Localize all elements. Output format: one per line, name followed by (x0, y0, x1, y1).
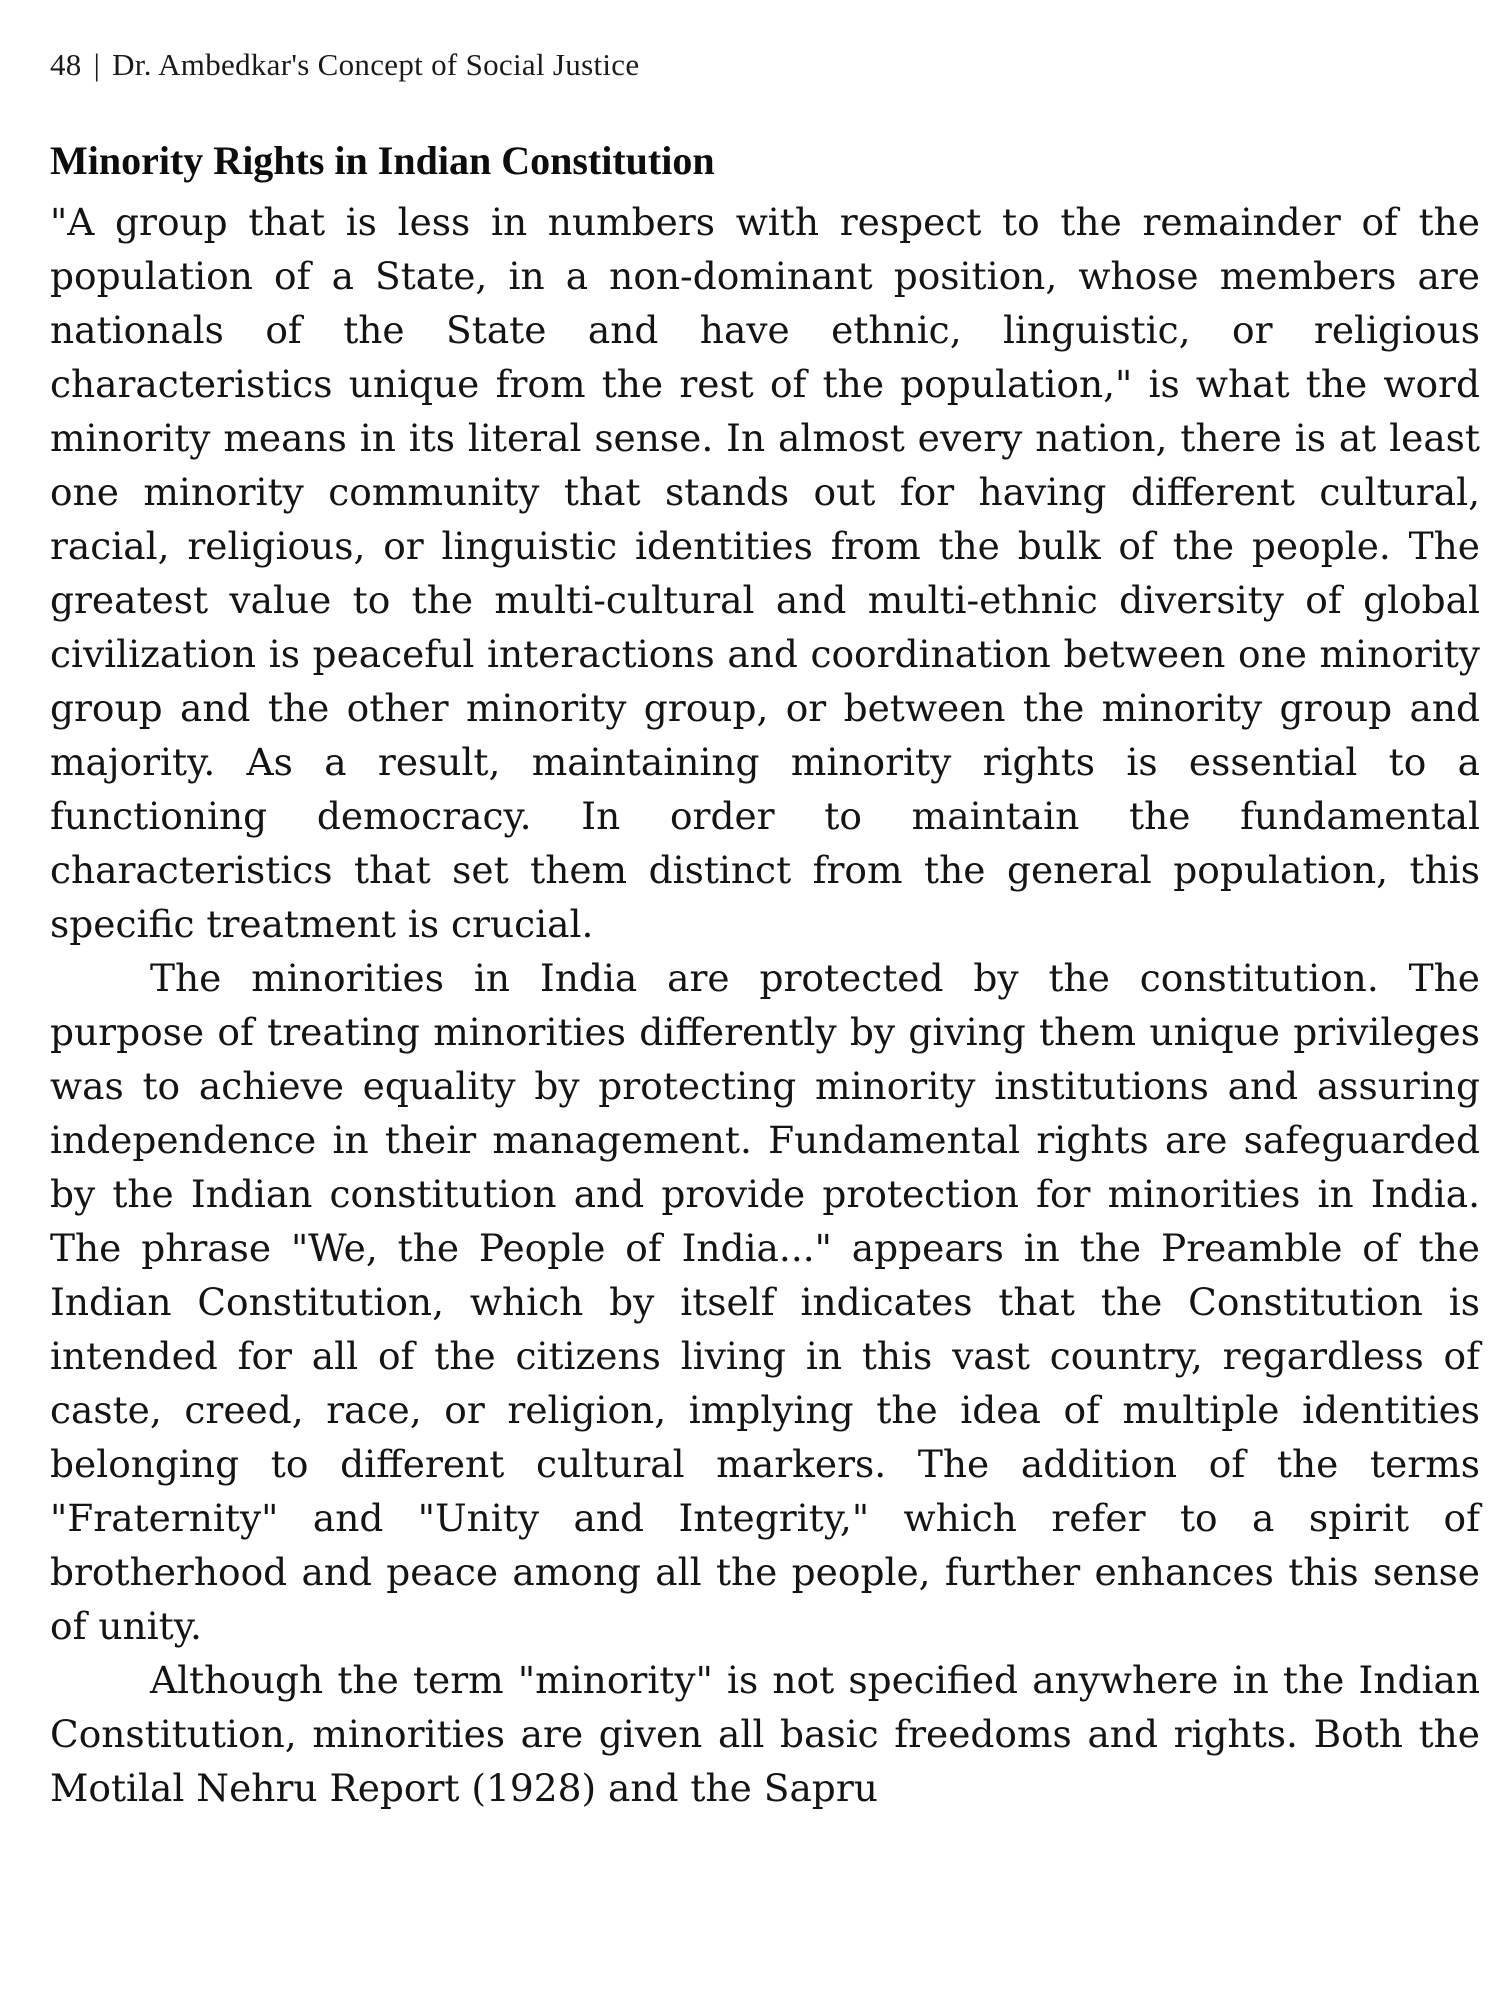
paragraph-3: Although the term "minority" is not specified anywhere in the Indian Constitution, minorities are given all basic freedoms and rights. Both the Motilal Nehru Report (1928) and the Sapru (50, 1658, 1480, 1810)
section-heading: Minority Rights in Indian Constitution (50, 138, 715, 183)
paragraph-1: "A group that is less in numbers with respect to the remainder of the population of a State, in a non-dominant position, whose members are nationals of the State and have ethnic, linguistic, or religious characteristics unique from the rest of the population," is what the word minority means in its literal sense. In almost every nation, there is at least one minority community that stands out for having different cultural, racial, religious, or linguistic identities from the bulk of the people. The greatest value to the multi-cultural and multi-ethnic diversity of global civilization is peaceful interactions and coordination between one minority group and the other minority group, or between the minority group and majority. As a result, maintaining minority rights is essential to a functioning democracy. In order to maintain the fundamental characteristics that set them distinct from the general population, this specific treatment is crucial. (50, 200, 1480, 946)
page-number: 48 (50, 47, 82, 82)
body-text (50, 195, 1480, 1815)
running-head (50, 45, 1480, 85)
paragraph-2: The minorities in India are protected by the constitution. The purpose of treating minorities differently by giving them unique privileges was to achieve equality by protecting minority institutions and assuring independence in their management. Fundamental rights are safeguarded by the Indian constitution and provide protection for minorities in India. The phrase "We, the People of India..." appears in the Preamble of the Indian Constitution, which by itself indicates that the Constitution is intended for all of the citizens living in this vast country, regardless of caste, creed, race, or religion, implying the idea of multiple identities belonging to different cultural markers. The addition of the terms "Fraternity" and "Unity and Integrity," which refer to a spirit of brotherhood and peace among all the people, further enhances this sense of unity. (50, 956, 1480, 1648)
book-title: Dr. Ambedkar's Concept of Social Justice (112, 47, 640, 82)
book-page (50, 45, 1480, 1815)
header-separator: | (93, 47, 101, 82)
